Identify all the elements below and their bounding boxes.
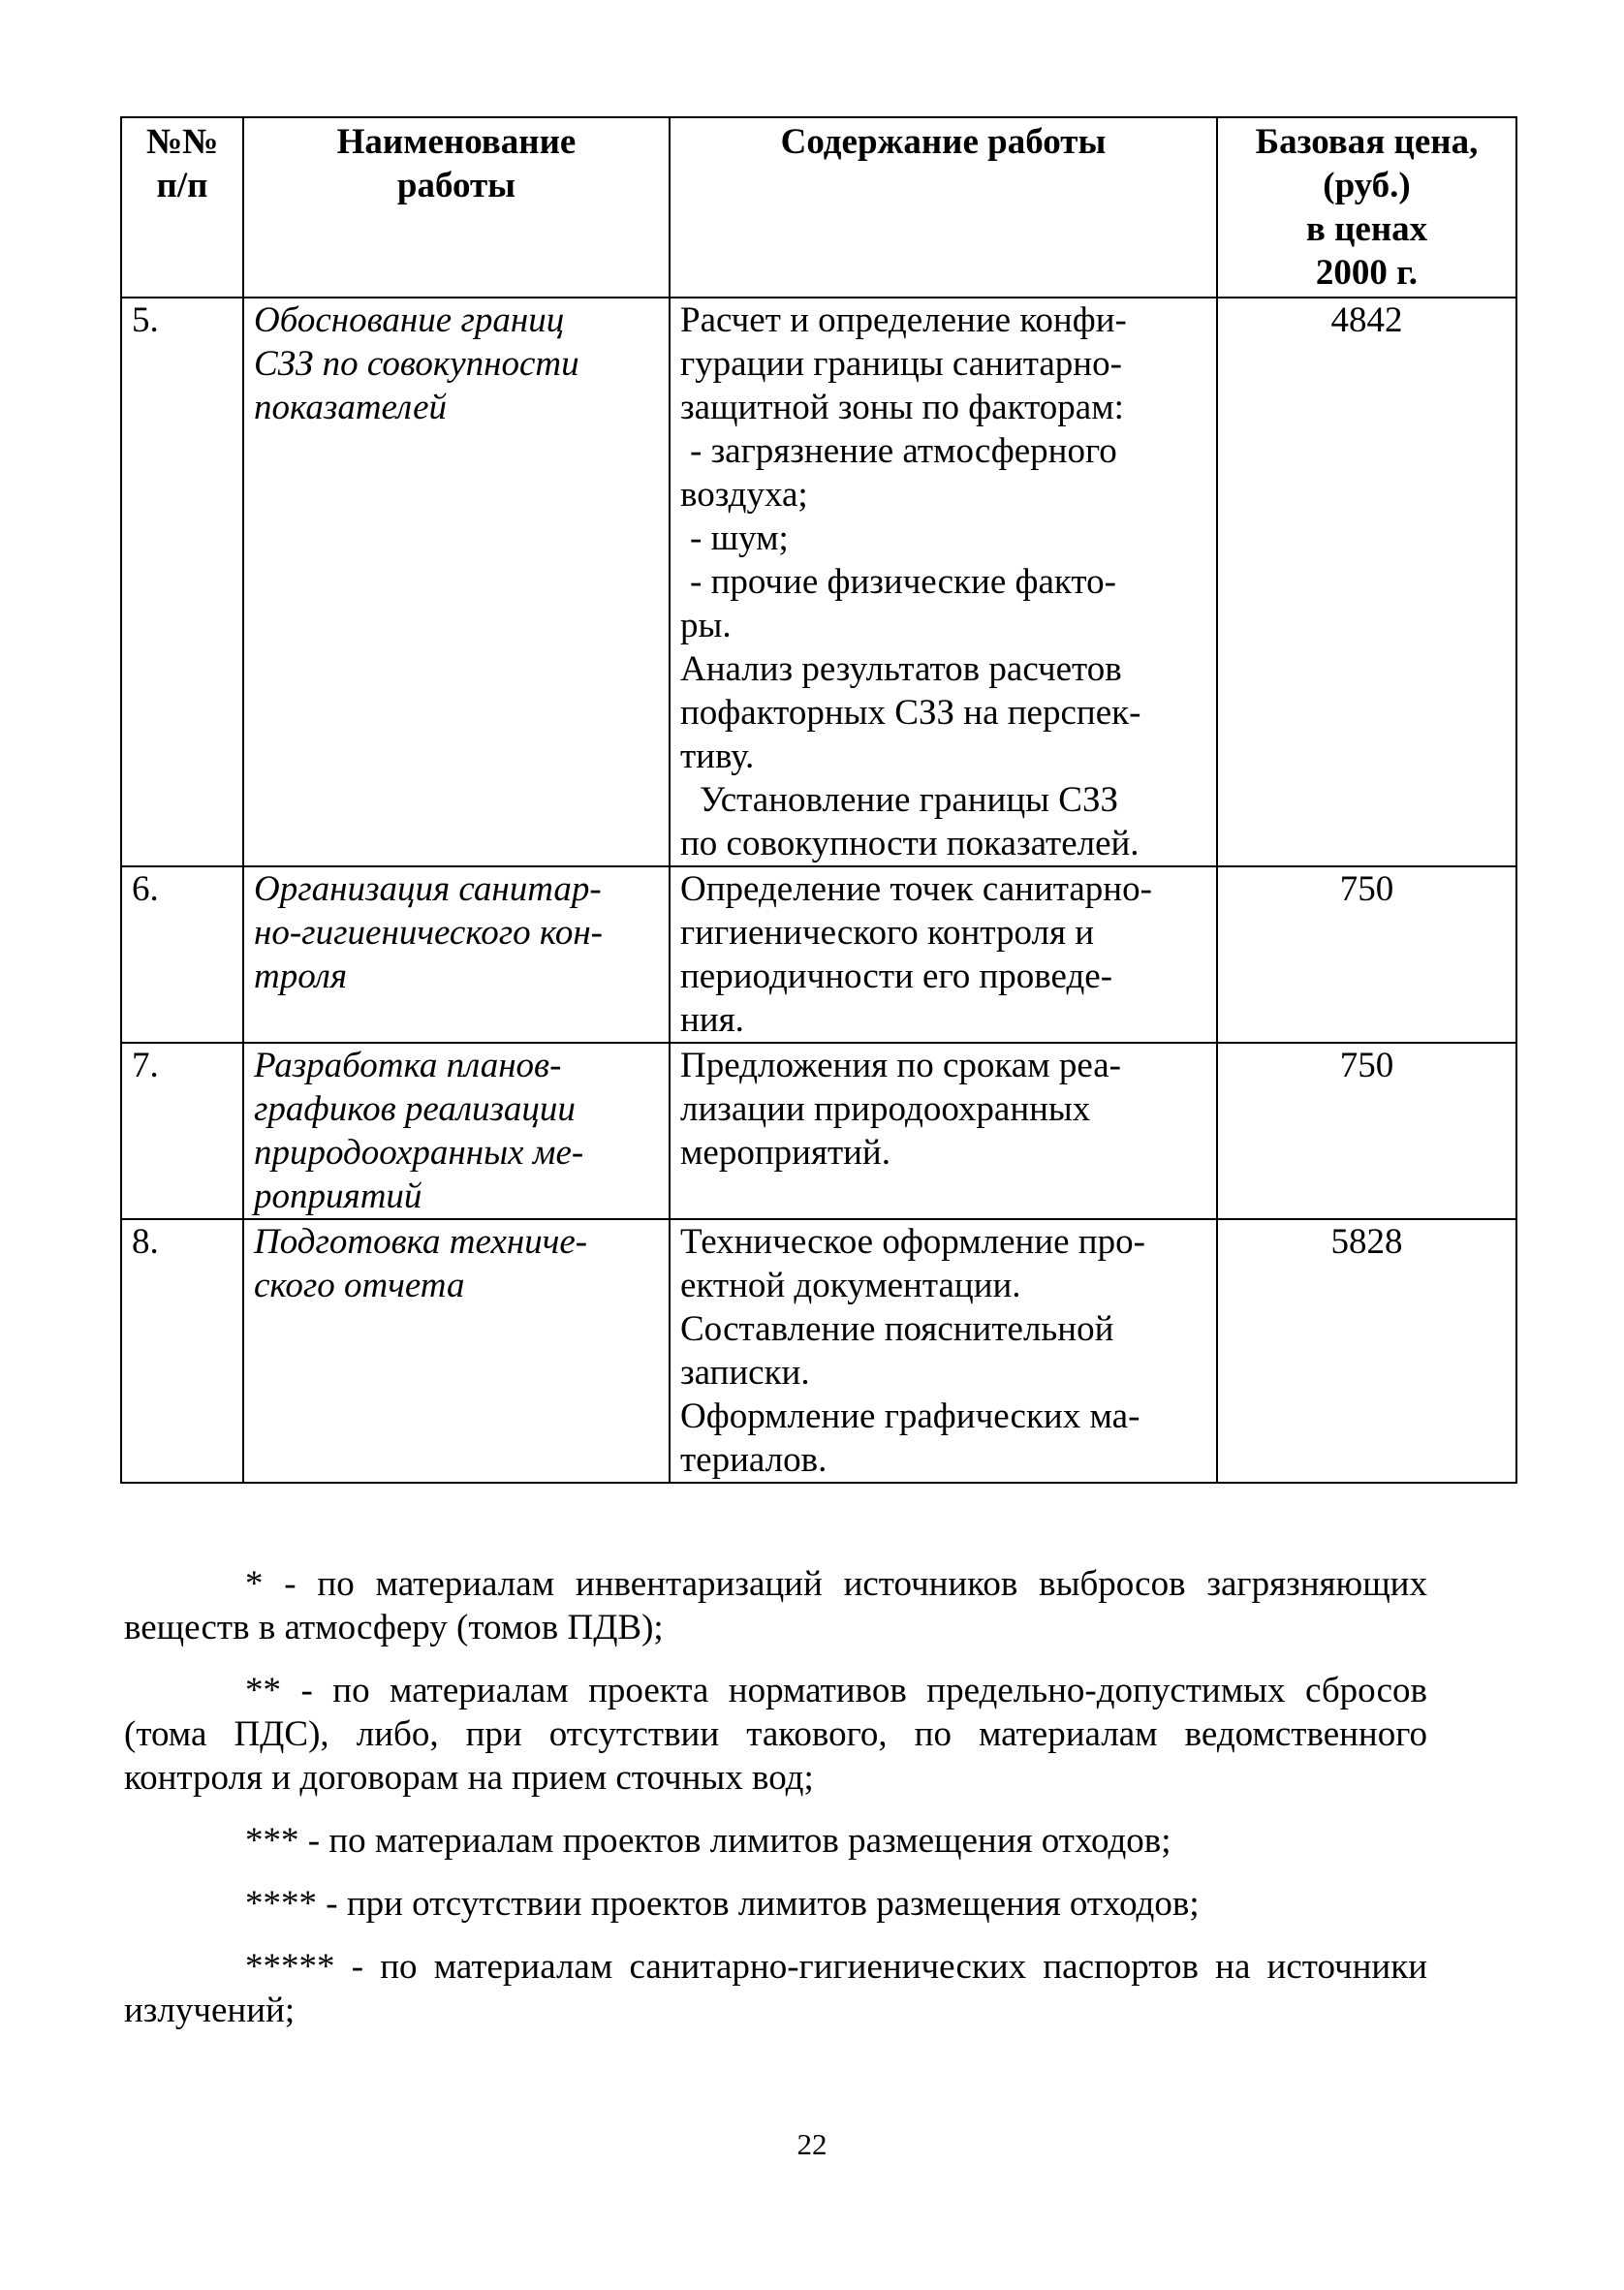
header-name: Наименование работы	[243, 117, 670, 298]
base-price: 4842	[1217, 298, 1516, 866]
work-name: Подготовка техниче- ского отчета	[243, 1219, 670, 1483]
work-content: Определение точек санитарно- гигиенического контроля и периодичности его проведе- ния.	[670, 866, 1217, 1043]
header-number: №№ п/п	[121, 117, 243, 298]
footnote: * - по материалам инвентаризаций источников выбросов загрязняющих веществ в атмосферу (томов ПДВ);	[124, 1564, 1427, 1647]
header-price: Базовая цена, (руб.) в ценах 2000 г.	[1217, 117, 1516, 298]
page-number: 22	[796, 2127, 828, 2161]
base-price: 750	[1217, 866, 1516, 1043]
table-row	[121, 866, 1516, 1043]
price-table	[120, 116, 1517, 1484]
base-price: 5828	[1217, 1219, 1516, 1483]
header-content: Содержание работы	[670, 117, 1217, 298]
footnote: *** - по материалам проектов лимитов размещения отходов;	[245, 1821, 1171, 1861]
work-name: Обоснование границ СЗЗ по совокупности показателей	[243, 298, 670, 866]
footnote: ** - по материалам проекта нормативов предельно-допустимых сбросов (тома ПДС), либо, при отсутствии такового, по материалам ведомственного контроля и договорам на прием сточных вод;	[124, 1671, 1427, 1798]
row-number: 8.	[121, 1219, 243, 1483]
table-row	[121, 1043, 1516, 1219]
footnote: ***** - по материалам санитарно-гигиенических паспортов на источники излучений;	[124, 1947, 1427, 2030]
work-content: Техническое оформление про- ектной документации. Составление пояснительной записки. Оформление графических ма- териалов.	[670, 1219, 1217, 1483]
row-number: 5.	[121, 298, 243, 866]
table-header-row	[121, 117, 1516, 298]
work-content: Предложения по срокам реа- лизации природоохранных мероприятий.	[670, 1043, 1217, 1219]
footnotes	[124, 1562, 1427, 2052]
base-price: 750	[1217, 1043, 1516, 1219]
table-row	[121, 298, 1516, 866]
work-content: Расчет и определение конфи- гурации границы санитарно- защитной зоны по факторам: - загрязнение атмосферного воздуха; - шум; - прочие физические факто- ры. Анализ результатов расчетов пофакторных СЗЗ на перспек- тиву. Установление границы СЗЗ по совокупности показателей.	[670, 298, 1217, 866]
row-number: 7.	[121, 1043, 243, 1219]
row-number: 6.	[121, 866, 243, 1043]
work-name: Организация санитар- но-гигиенического кон- троля	[243, 866, 670, 1043]
footnote: **** - при отсутствии проектов лимитов размещения отходов;	[245, 1884, 1200, 1924]
work-name: Разработка планов- графиков реализации природоохранных ме- роприятий	[243, 1043, 670, 1219]
table-row	[121, 1219, 1516, 1483]
